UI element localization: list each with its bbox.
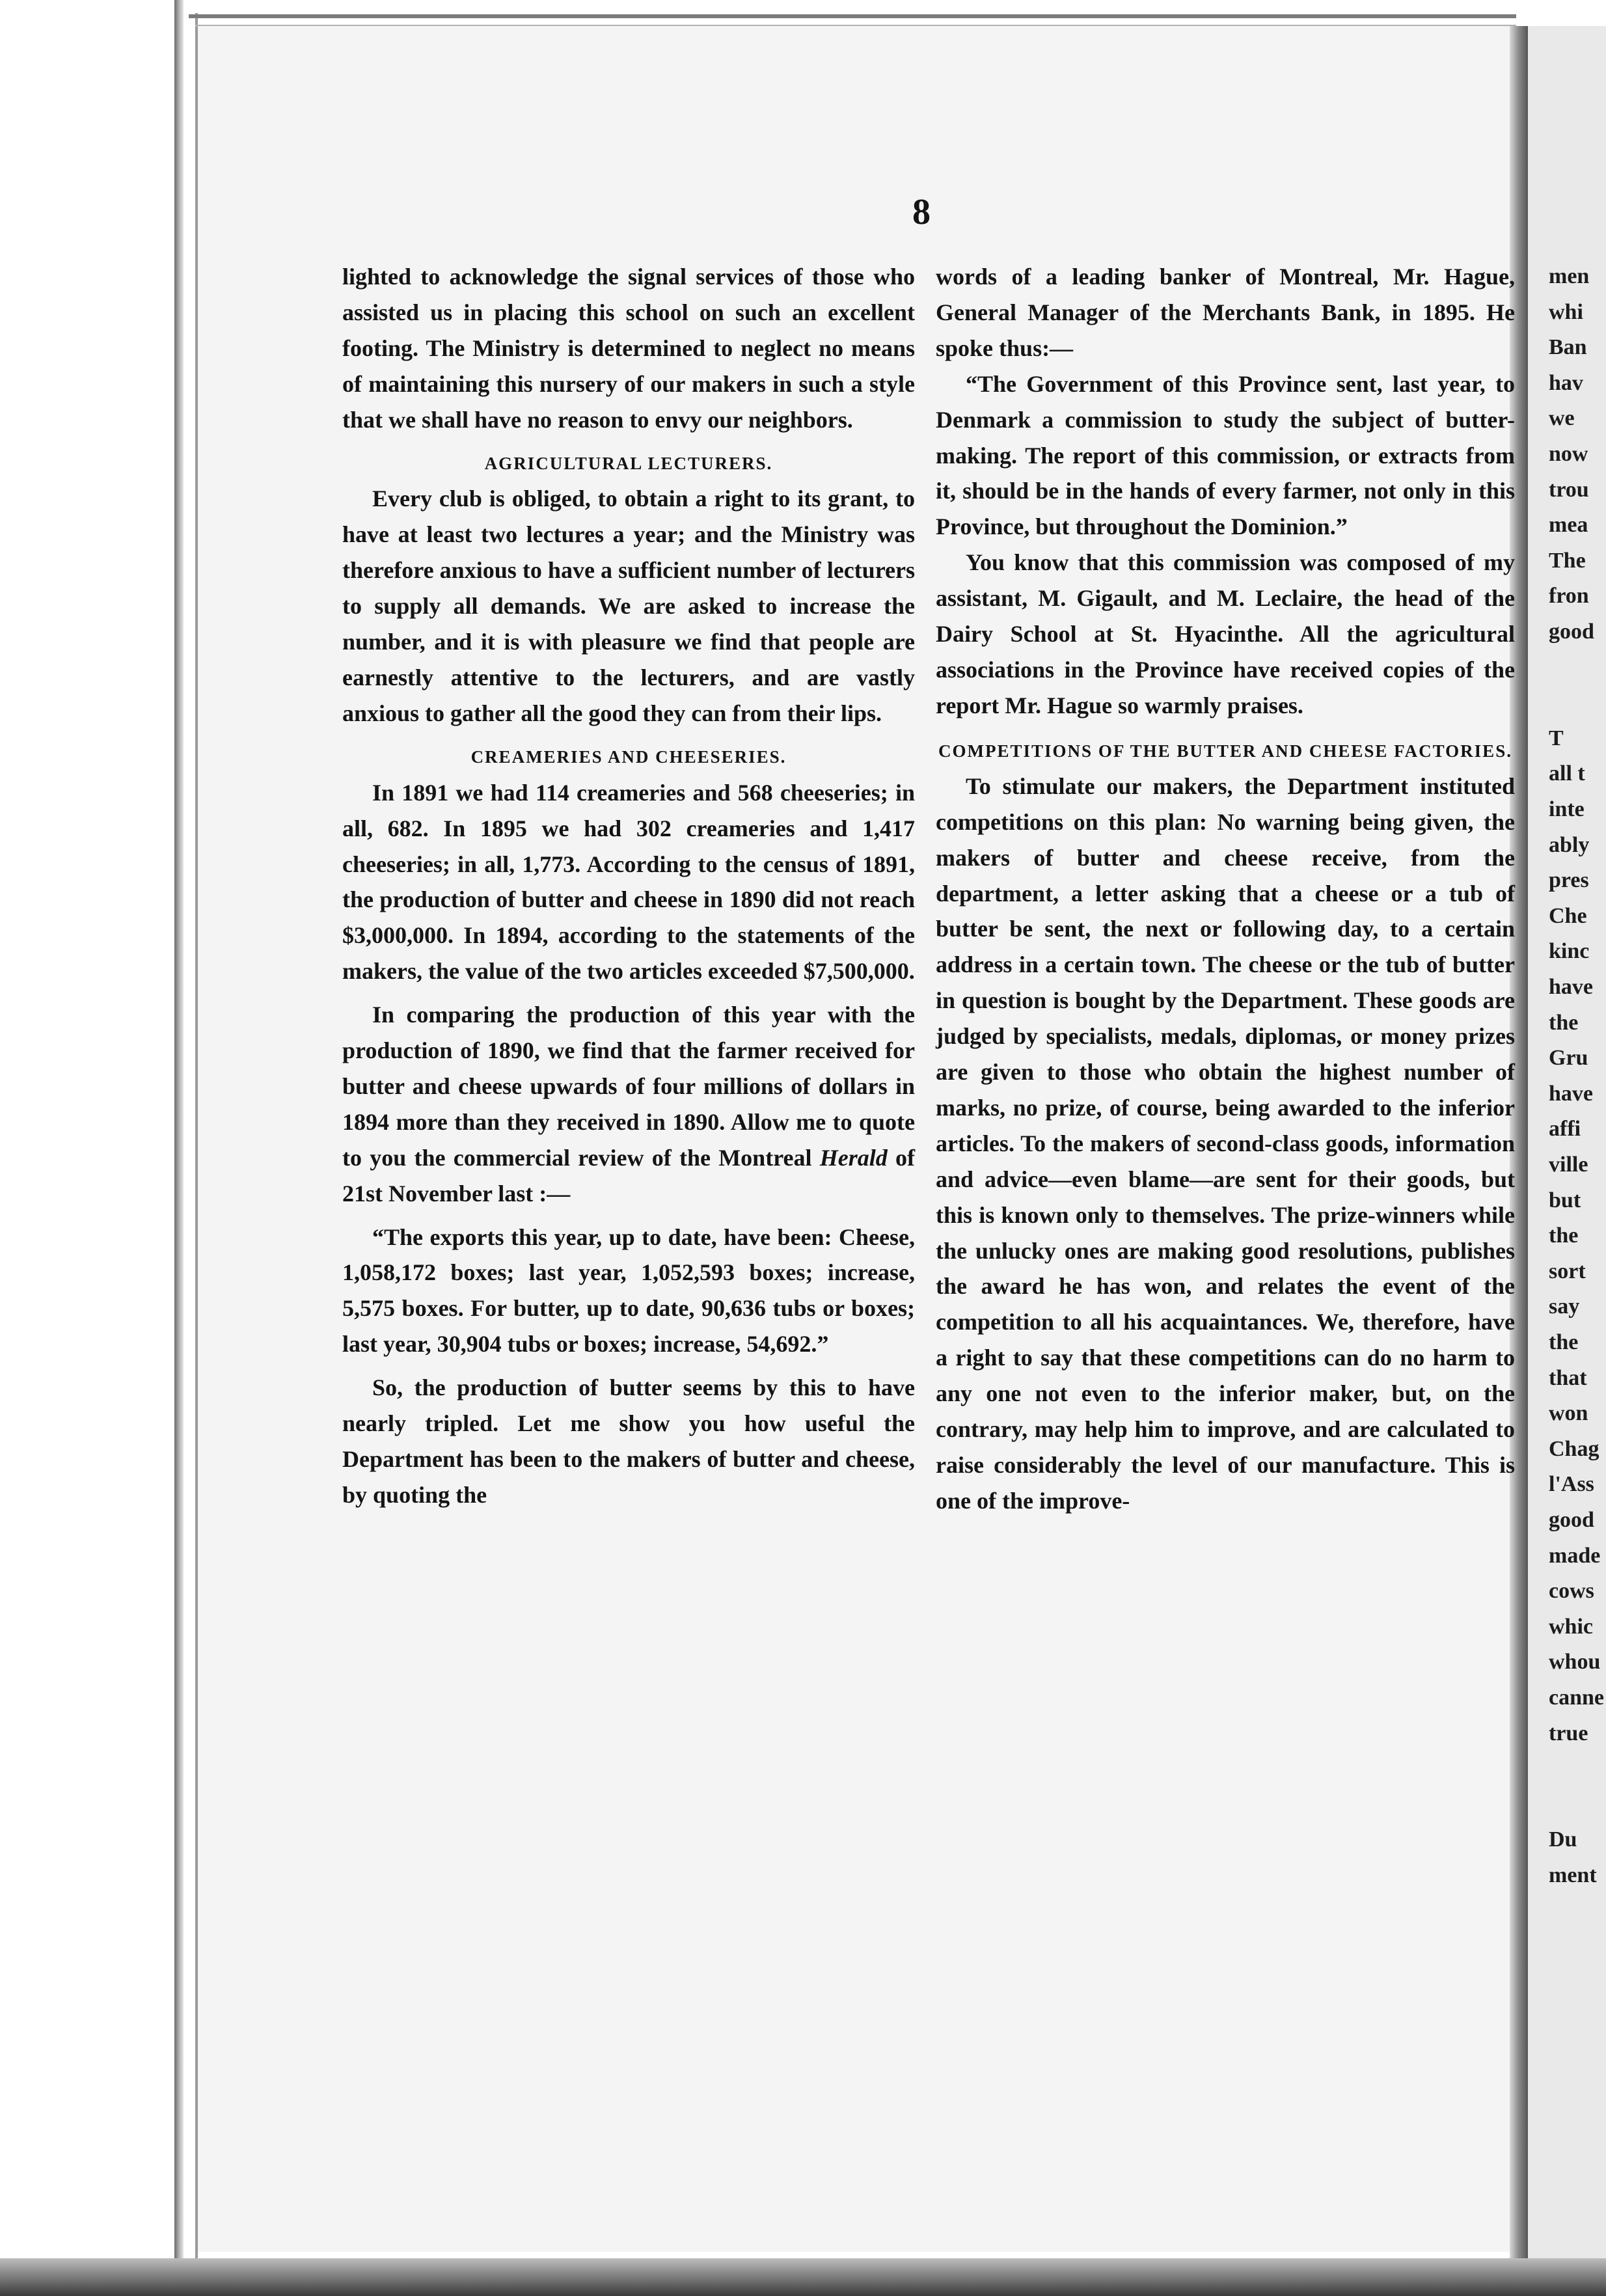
paragraph-text: of 21st November last :— [342,1144,915,1207]
section-heading-competitions: COMPETITIONS OF THE BUTTER AND CHEESE FACTORIES. [938,741,1512,761]
scan-top-edge [189,14,1516,18]
block-quote: “The Government of this Province sent, last year, to Denmark a commission to study the subject of butter-making. The report of this commission, or extracts from it, should be in the hands of every farmer, not only in this Province, but throughout the Dominion.” [936,370,1515,540]
newspaper-title: Herald [819,1144,888,1171]
next-page-fragment: whi [1549,299,1583,324]
next-page-fragment: say [1549,1294,1580,1319]
next-page-fragment: whic [1549,1614,1593,1639]
next-page-fragment: The [1549,548,1586,573]
next-page-edge [1528,26,1606,2265]
next-page-fragment: the [1549,1330,1579,1354]
next-page-fragment: canne [1549,1686,1604,1710]
next-page-fragment: ville [1549,1153,1588,1177]
next-page-fragment: now [1549,442,1588,466]
left-column [342,259,915,1513]
next-page-fragment: won [1549,1401,1588,1426]
scan-bottom-edge [0,2258,1606,2296]
paragraph: So, the production of butter seems by this to have nearly tripled. Let me show you how useful the Department has been to the makers of butter and cheese, by quoting the [342,1374,915,1508]
next-page-fragment: inte [1549,797,1585,821]
next-page-fragment: l'Ass [1549,1472,1594,1497]
next-page-fragment: T [1549,726,1564,750]
next-page-fragment: Che [1549,903,1587,928]
next-page-fragment: have [1549,975,1593,999]
next-page-fragment: the [1549,1223,1579,1248]
paragraph: words of a leading banker of Montreal, Mr. Hague, General Manager of the Merchants Bank, in 1895. He spoke thus:— [936,264,1515,361]
right-column [936,259,1515,1519]
next-page-fragment: Ban [1549,335,1587,360]
next-page-fragment: good [1549,620,1594,644]
paragraph: lighted to acknowledge the signal services of those who assisted us in placing this school on such an excellent footing. The Ministry is determined to neglect no means of maintaining this nursery of our makers in such a style that we shall have no reason to envy our neighbors. [342,264,915,433]
next-page-fragment: trou [1549,477,1589,502]
next-page-fragment: pres [1549,868,1589,893]
next-page-fragment: Chag [1549,1436,1599,1461]
next-page-fragment: have [1549,1081,1593,1106]
next-page-fragment: sort [1549,1259,1586,1283]
next-page-fragment: ably [1549,832,1590,857]
scan-left-edge [174,0,184,2296]
next-page-fragment: Du [1549,1827,1577,1852]
next-page-fragment: kinc [1549,939,1590,964]
section-heading-creameries: CREAMERIES AND CHEESERIES. [470,746,787,767]
next-page-fragment: good [1549,1508,1594,1532]
paragraph: To stimulate our makers, the Department instituted competitions on this plan: No warning being given, the makers of butter and cheese receive, from the department, a letter asking that a cheese or a tub of butter be sent, the next or following day, to a certain address in a certain town. The cheese or the tub of butter in question is bought by the Department. These goods are judged by specialists, medals, diplomas, or money prizes are given to those who obtain the highest number of marks, no prize, of course, being awarded to the inferior articles. To the makers of second-class goods, information and advice—even blame—are sent for their goods, but this is known only to themselves. The prize-winners while the unlucky ones are making good resolutions, publishes the award he has won, and relates the event of the competition to all his acquaintances. We, therefore, have a right to say that these competitions can do no harm to any one not even to the inferior maker, but, on the contrary, may help him to improve, and are calculated to raise considerably the level of our manufacture. This is one of the improve- [936,772,1515,1514]
next-page-fragment: we [1549,406,1575,431]
next-page-fragment: Gru [1549,1046,1588,1071]
paragraph: In 1891 we had 114 creameries and 568 cheeseries; in all, 682. In 1895 we had 302 creameries and 1,417 cheeseries; in all, 1,773. According to the census of 1891, the production of butter and cheese in 1890 did not reach $3,000,000. In 1894, according to the statements of the makers, the value of the two articles exceeded $7,500,000. [342,779,915,985]
paragraph: Every club is obliged, to obtain a right to its grant, to have at least two lectures a year; and the Ministry was therefore anxious to have a sufficient number of lecturers to supply all demands. We are asked to increase the number, and it is with pleasure we find that people are earnestly attentive to the lecturers, and are vastly anxious to gather all the good they can from their lips. [342,485,915,726]
next-page-fragment: made [1549,1543,1601,1568]
next-page-fragment: the [1549,1010,1579,1035]
next-page-fragment: whou [1549,1650,1601,1674]
next-page-fragment: ment [1549,1863,1597,1887]
next-page-fragment: but [1549,1188,1581,1212]
next-page-fragment: cows [1549,1579,1594,1604]
next-page-fragment: mea [1549,513,1588,538]
next-page-fragment: men [1549,264,1590,288]
block-quote: “The exports this year, up to date, have been: Cheese, 1,058,172 boxes; last year, 1,052,593 boxes; increase, 5,575 boxes. For butter, up to date, 90,636 tubs or boxes; last year, 30,904 tubs or boxes; increase, 54,692.” [342,1223,915,1358]
paragraph: You know that this commission was composed of my assistant, M. Gigault, and M. Leclaire, the head of the Dairy School at St. Hyacinthe. All the agricultural associations in the Province have received copies of the report Mr. Hague so warmly praises. [936,549,1515,718]
next-page-fragment: hav [1549,370,1583,395]
page-number: 8 [912,192,931,232]
next-page-fragment: that [1549,1365,1587,1390]
next-page-fragment: true [1549,1721,1588,1745]
paragraph [342,997,915,1211]
next-page-fragment: all t [1549,761,1585,786]
paragraph-text: In comparing the production of this year with the production of 1890, we find that the farmer received for butter and cheese upwards of four millions of dollars in 1894 more than they received in 1890. Allow me to quote to you the commercial review of the Montreal [342,1002,915,1171]
next-page-fragment: fron [1549,584,1589,608]
section-heading-lecturers: AGRICULTURAL LECTURERS. [484,453,773,473]
next-page-fragment: affi [1549,1117,1581,1141]
